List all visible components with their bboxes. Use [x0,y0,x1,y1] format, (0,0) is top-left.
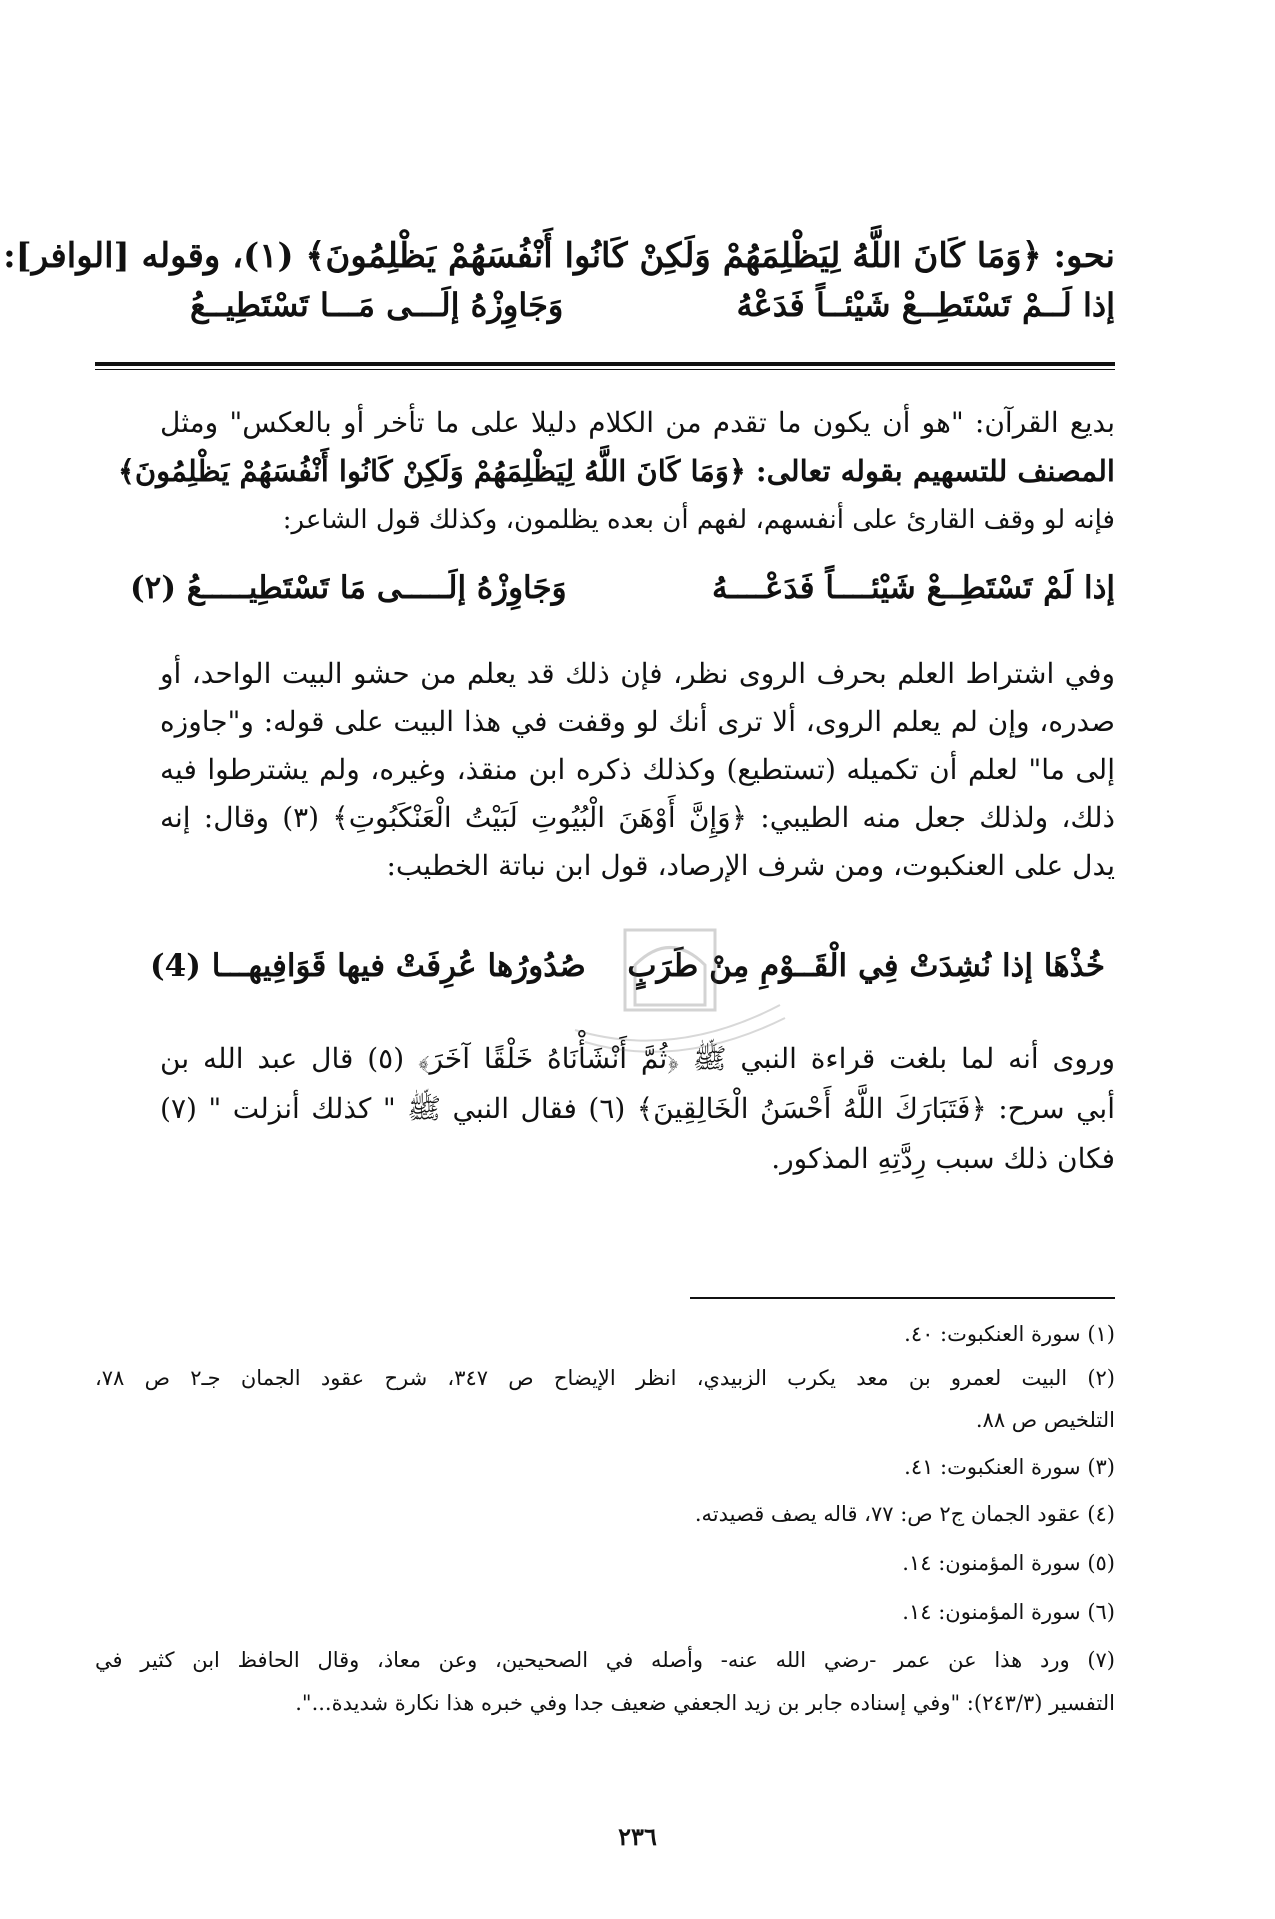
body-line: صدره، وإن لم يعلم الروى، ألا ترى أنك لو وقفت في هذا البيت على قوله: و"جاوزه [160,705,1115,738]
page-number: ٢٣٦ [618,1822,657,1851]
body-line: وروى أنه لما بلغت قراءة النبي ﷺ ﴿ثُمَّ أَنْشَأْنَاهُ خَلْقًا آخَرَ﴾ (٥) قال عبد الله بن [160,1042,1115,1075]
header-verse-right: إذا لَــمْ تَسْتَطِــعْ شَيْئــاً فَدَعْهُ [736,286,1115,324]
footnote-divider [690,1297,1115,1299]
header-verse-left: وَجَاوِزْهُ إلَـــى مَـــا تَسْتَطِيــعُ [190,286,564,324]
footnote-7-continued: التفسير (٢٤٣/٣): "وفي إسناده جابر بن زيد الجعفي ضعيف جدا وفي خبره هذا نكارة شديدة...". [295,1691,1115,1715]
header-divider [95,362,1115,366]
header-line: نحو: ﴿وَمَا كَانَ اللَّهُ لِيَظْلِمَهُمْ وَلَكِنْ كَانُوا أَنْفُسَهُمْ يَظْلِمُونَ﴾ (١)، وقوله [الوافر]: [3,236,1115,276]
body-line: فكان ذلك سبب رِدَّتِهِ المذكور. [771,1142,1115,1175]
footnote-4: (٤) عقود الجمان ج٢ ص: ٧٧، قاله يصف قصيدته. [694,1502,1115,1526]
footnote-6: (٦) سورة المؤمنون: ١٤. [902,1600,1115,1624]
footnote-3: (٣) سورة العنكبوت: ٤١. [904,1455,1115,1479]
footnote-7: (٧) ورد هذا عن عمر -رضي الله عنه- وأصله في الصحيحين، وعن معاذ، وقال الحافظ ابن كثير في [95,1648,1115,1672]
body-line: المصنف للتسهيم بقوله تعالى: ﴿وَمَا كَانَ اللَّهُ لِيَظْلِمَهُمْ وَلَكِنْ كَانُوا أَنْفُسَهُمْ يَظْلِمُونَ﴾ [117,454,1115,488]
body-line: أبي سرح: ﴿فَتَبَارَكَ اللَّهُ أَحْسَنُ الْخَالِقِينَ﴾ (٦) فقال النبي ﷺ " كذلك أنزلت " (٧) [160,1092,1115,1125]
watermark-stamp [555,910,795,1060]
verse-2-left: وَجَاوِزْهُ إلَـــــى مَا تَسْتَطِيـــــعُ (٢) [130,570,567,606]
body-line: إلى ما" لعلم أن تكميله (تستطيع) وكذلك ذكره ابن منقذ، وغيره، ولم يشترطوا فيه [160,753,1115,786]
footnote-1: (١) سورة العنكبوت: ٤٠. [904,1322,1115,1346]
verse-2-right: إذا لَمْ تَسْتَطِــعْ شَيْئــــاً فَدَعْــــهُ [712,570,1115,606]
paragraph-1 [117,398,1115,545]
paragraph-2 [160,650,1115,890]
body-line: فإنه لو وقف القارئ على أنفسهم، لفهم أن بعده يظلمون، وكذلك قول الشاعر: [282,505,1115,535]
verse-3-left: صُدُورُها عُرِفَتْ فيها قَوَافِيهـــا (4) [150,948,586,984]
body-line: وفي اشتراط العلم بحرف الروى نظر، فإن ذلك قد يعلم من حشو البيت الواحد، أو [160,657,1115,690]
footnote-5: (٥) سورة المؤمنون: ١٤. [902,1551,1115,1575]
footnote-2: (٢) البيت لعمرو بن معد يكرب الزبيدي، انظر الإيضاح ص ٣٤٧، شرح عقود الجمان جـ٢ ص ٧٨، [95,1366,1115,1390]
body-line: بديع القرآن: "هو أن يكون ما تقدم من الكلام دليلا على ما تأخر أو بالعكس" ومثل [160,406,1115,439]
body-line: ذلك، ولذلك جعل منه الطيبي: ﴿وَإِنَّ أَوْهَنَ الْبُيُوتِ لَبَيْتُ الْعَنْكَبُوتِ﴾ (٣) وقال: إنه [160,801,1116,834]
verse-3-right: خُذْهَا إذا نُشِدَتْ فِي الْقَــوْمِ مِنْ طَرَبٍ [627,948,1105,984]
footnote-2-continued: التلخيص ص ٨٨. [975,1408,1115,1432]
header-divider-thin [95,369,1115,370]
body-line: يدل على العنكبوت، ومن شرف الإرصاد، قول ابن نباتة الخطيب: [386,849,1115,882]
